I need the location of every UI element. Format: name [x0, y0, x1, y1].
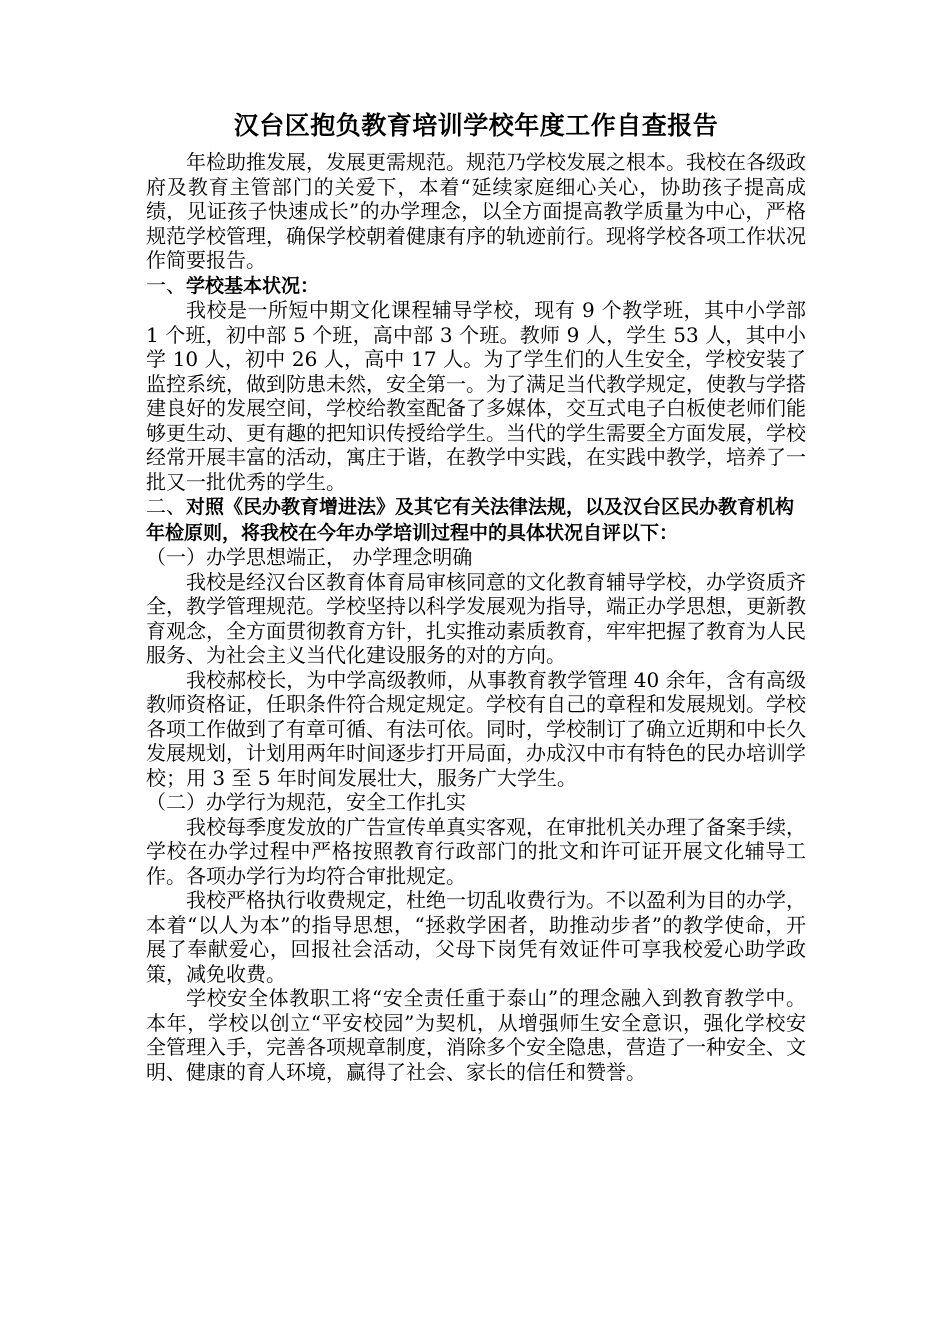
section-2-heading	[146, 494, 806, 545]
section-1-heading	[146, 273, 806, 299]
section-2-title: 对照《民办教育增进法》及其它有关法律法规，以及汉台区民办教育机构年检原则，将我校在今年办学培训过程中的具体状况自评以下：	[146, 496, 795, 544]
subsection-2-paragraph: 我校严格执行收费规定，杜绝一切乱收费行为。不以盈利为目的办学，本着“以人为本”的指导思想，“拯救学困者，助推动步者”的教学使命，开展了奉献爱心，回报社会活动，父母下岗凭有效证件可享我校爱心助学政策，减免收费。	[146, 888, 806, 986]
subsection-2-heading: （二）办学行为规范，安全工作扎实	[146, 790, 466, 814]
document-title: 汉台区抱负教育培训学校年度工作自查报告	[233, 111, 719, 140]
section-1-paragraph: 我校是一所短中期文化课程辅导学校，现有 9 个教学班，其中小学部 1 个班，初中部 5 个班，高中部 3 个班。教师 9 人，学生 53 人，其中小学 10 人，初中 26 人，高中 17 人。为了学生们的人生安全，学校安装了监控系统，做到防患未然，安全第一。为了满足当代教学规定，使教与学搭建良好的发展空间，学校给教室配备了多媒体，交互式电子白板使老师们能够更生动、更有趣的把知识传授给学生。当代的学生需要全方面发展，学校经常开展丰富的活动，寓庄于谐，在教学中实践，在实践中教学，培养了一批又一批优秀的学生。	[146, 298, 806, 494]
section-1-prefix: 一、	[146, 272, 186, 297]
subsection-1-paragraph: 我校郝校长，为中学高级教师，从事教育教学管理 40 余年，含有高级教师资格证，任职条件符合规定规定。学校有自己的章程和发展规划。学校各项工作做到了有章可循、有法可依。同时，学校制订了确立近期和中长久发展规划，计划用两年时间逐步打开局面，办成汉中市有特色的民办培训学校；用 3 至 5 年时间发展壮大，服务广大学生。	[146, 667, 806, 790]
subsection-2-paragraph: 我校每季度发放的广告宣传单真实客观，在审批机关办理了备案手续，学校在办学过程中严格按照教育行政部门的批文和许可证开展文化辅导工作。各项办学行为均符合审批规定。	[146, 814, 806, 888]
section-2-prefix: 二、	[146, 494, 186, 518]
subsection-1-paragraph: 我校是经汉台区教育体育局审核同意的文化教育辅导学校，办学资质齐全，教学管理规范。学校坚持以科学发展观为指导，端正办学思想，更新教育观念，全方面贯彻教育方针，扎实推动素质教育，牢牢把握了教育为人民服务、为社会主义当代化建设服务的对的方向。	[146, 569, 806, 667]
section-1-title: 学校基本状况：	[186, 274, 320, 297]
subsection-1-heading: （一）办学思想端正， 办学理念明确	[146, 545, 473, 569]
document-page	[146, 108, 806, 1084]
subsection-2-paragraph: 学校安全体教职工将“安全责任重于泰山”的理念融入到教育教学中。本年，学校以创立“平安校园”为契机，从增强师生安全意识，强化学校安全管理入手，完善各项规章制度，消除多个安全隐患，营造了一种安全、文明、健康的育人环境，赢得了社会、家长的信任和赞誉。	[146, 986, 806, 1084]
intro-paragraph: 年检助推发展，发展更需规范。规范乃学校发展之根本。我校在各级政府及教育主管部门的关爱下，本着“延续家庭细心关心，协助孩子提高成绩，见证孩子快速成长”的办学理念，以全方面提高教学质量为中心，严格规范学校管理，确保学校朝着健康有序的轨迹前行。现将学校各项工作状况作简要报告。	[146, 150, 806, 272]
